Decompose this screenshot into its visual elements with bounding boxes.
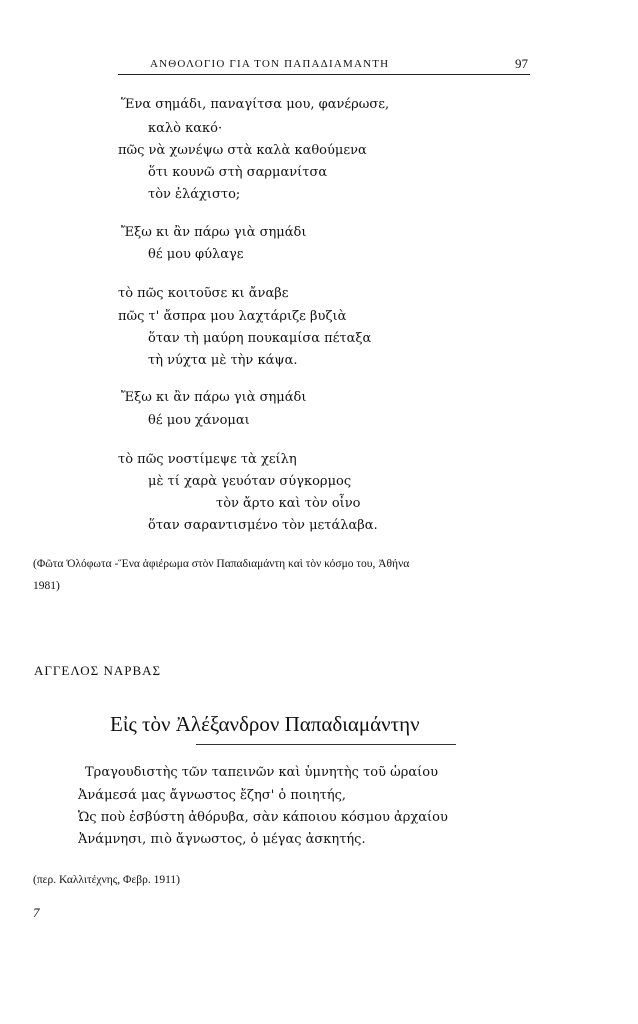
author-name: ΑΓΓΕΛΟΣ ΝΑΡΒΑΣ [34,663,162,678]
poem-line: τὴ νύχτα μὲ τὴν κάψα. [148,353,298,368]
poem-line: πῶς νὰ χωνέψω στὰ καλὰ καθούμενα [118,143,367,158]
page-number: 97 [515,56,528,71]
poem-line: καλὸ κακό· [148,121,223,136]
poem-line: Ἕνα σημάδι, παναγίτσα μου, φανέρωσε, [121,97,390,112]
poem-line: θέ μου χάνομαι [148,413,250,428]
poem-line: ὅτι κουνῶ στὴ σαρμανίτσα [148,165,328,180]
poem-line: πῶς τ' ἄσπρα μου λαχτάριζε βυζιὰ [118,309,347,324]
poem-line: Ἀνάμεσά μας ἄγνωστος ἔζησ' ὁ ποιητής, [78,788,347,803]
poem-line: ὅταν τὴ μαύρη πουκαμίσα πέταξα [148,331,372,346]
title-rule [196,744,456,745]
poem-line: τὸν ἐλάχιστο; [148,187,241,202]
running-header-title: ΑΝΘΟΛΟΓΙΟ ΓΙΑ ΤΟΝ ΠΑΠΑΔΙΑΜΑΝΤΗ [150,58,390,70]
poem-title: Εἰς τὸν Ἀλέξανδρον Παπαδιαμάντην [110,712,420,736]
poem-line: Ἔξω κι ἂν πάρω γιὰ σημάδι [121,390,307,405]
poem-line: τὸν ἄρτο καὶ τὸν οἶνο [216,496,361,511]
poem-line: ὅταν σαραντισμένο τὸν μετάλαβα. [148,518,378,533]
source-note: (περ. Καλλιτέχνης, Φεβρ. 1911) [33,874,181,886]
poem-line: μὲ τί χαρὰ γευόταν σύγκορμος [148,474,352,489]
poem-line: Ὡς ποὺ ἐσβύστη ἀθόρυβα, σὰν κάποιου κόσμου ἀρχαίου [78,810,448,825]
poem-line: τὸ πῶς νοστίμεψε τὰ χείλη [118,452,297,467]
poem-line: Ἀνάμνησι, πιὸ ἄγνωστος, ὁ μέγας ἀσκητής. [78,832,366,847]
header-rule [118,74,530,75]
poem-line: θέ μου φύλαγε [148,247,244,262]
poem-line: Ἔξω κι ἂν πάρω γιὰ σημάδι [121,225,307,240]
poem-line: Τραγουδιστὴς τῶν ταπεινῶν καὶ ὑμνητὴς τοῦ ὡραίου [85,765,438,780]
signature-mark: 7 [33,905,40,920]
poem-line: τὸ πῶς κοιτοῦσε κι ἄναβε [118,286,289,301]
source-note-cont: 1981) [33,580,60,592]
source-note: (Φῶτα Ὁλόφωτα -Ἕνα ἀφιέρωμα στὸν Παπαδιαμάντη καὶ τὸν κόσμο του, Ἀθήνα [33,558,410,570]
